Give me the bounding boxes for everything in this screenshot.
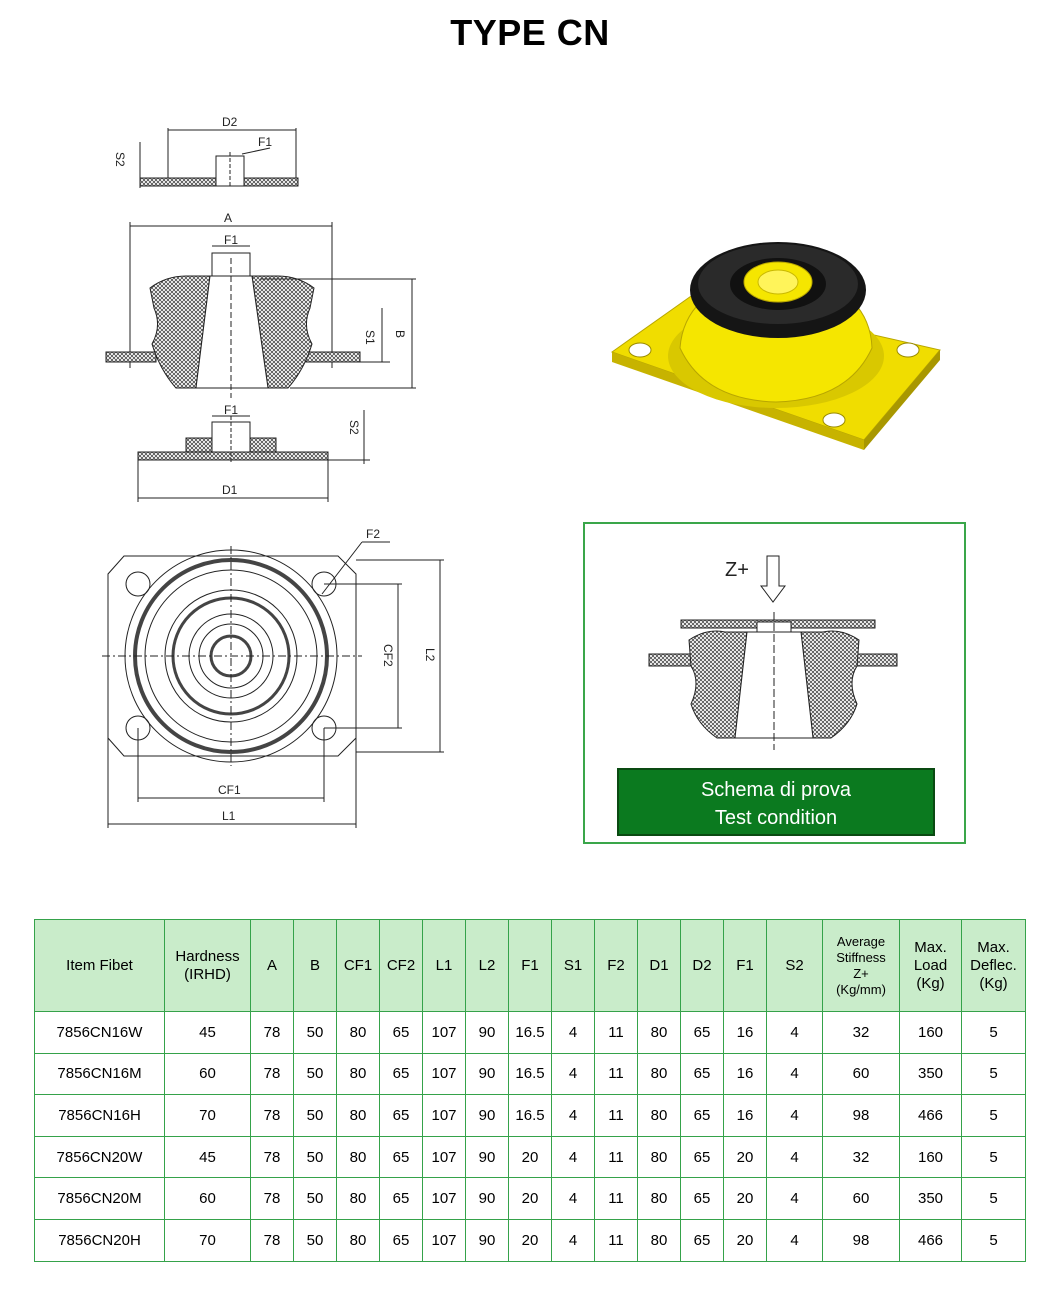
load-arrow-icon bbox=[761, 556, 785, 602]
test-condition-label bbox=[617, 768, 935, 836]
table-cell: 65 bbox=[380, 1136, 423, 1178]
table-cell: 90 bbox=[466, 1095, 509, 1137]
table-cell: 65 bbox=[681, 1053, 724, 1095]
table-cell: 65 bbox=[380, 1095, 423, 1137]
table-row bbox=[35, 1012, 1026, 1054]
table-cell: 45 bbox=[165, 1012, 251, 1054]
table-cell: 60 bbox=[165, 1053, 251, 1095]
label-d1: D1 bbox=[222, 483, 238, 497]
table-cell: 7856CN20M bbox=[35, 1178, 165, 1220]
table-cell: 107 bbox=[423, 1178, 466, 1220]
table-cell: 90 bbox=[466, 1053, 509, 1095]
column-header bbox=[337, 920, 380, 1012]
table-cell: 80 bbox=[337, 1178, 380, 1220]
table-cell: 160 bbox=[900, 1136, 962, 1178]
table-cell: 107 bbox=[423, 1012, 466, 1054]
table-row bbox=[35, 1219, 1026, 1261]
table-cell: 80 bbox=[337, 1095, 380, 1137]
table-cell: 78 bbox=[251, 1095, 294, 1137]
table-cell: 65 bbox=[380, 1219, 423, 1261]
column-header bbox=[380, 920, 423, 1012]
table-cell: 4 bbox=[767, 1219, 823, 1261]
table-cell: 16.5 bbox=[509, 1012, 552, 1054]
table-cell: 20 bbox=[509, 1178, 552, 1220]
column-header-line: L1 bbox=[435, 956, 453, 974]
table-cell: 4 bbox=[552, 1053, 595, 1095]
table-cell: 20 bbox=[509, 1136, 552, 1178]
table-cell: 98 bbox=[823, 1219, 900, 1261]
label-l2: L2 bbox=[423, 648, 437, 662]
table-cell: 80 bbox=[638, 1219, 681, 1261]
table-cell: 4 bbox=[552, 1219, 595, 1261]
column-header-line: Deflec. bbox=[970, 956, 1017, 974]
column-header-line: D1 bbox=[649, 956, 669, 974]
column-header bbox=[681, 920, 724, 1012]
table-cell: 20 bbox=[509, 1219, 552, 1261]
column-header-line: (Kg/mm) bbox=[836, 981, 886, 997]
table-cell: 11 bbox=[595, 1219, 638, 1261]
table-cell: 4 bbox=[552, 1012, 595, 1054]
column-header-line: F1 bbox=[736, 956, 754, 974]
z-plus-label: Z+ bbox=[725, 559, 749, 581]
table-cell: 16.5 bbox=[509, 1095, 552, 1137]
table-cell: 4 bbox=[767, 1053, 823, 1095]
table-cell: 65 bbox=[380, 1012, 423, 1054]
column-header bbox=[900, 920, 962, 1012]
table-cell: 50 bbox=[294, 1136, 337, 1178]
column-header-line: Max. bbox=[977, 938, 1010, 956]
table-cell: 4 bbox=[767, 1178, 823, 1220]
table-cell: 16 bbox=[724, 1053, 767, 1095]
column-header bbox=[552, 920, 595, 1012]
table-cell: 50 bbox=[294, 1178, 337, 1220]
table-cell: 20 bbox=[724, 1219, 767, 1261]
column-header-line: Average bbox=[836, 933, 886, 949]
column-header bbox=[165, 920, 251, 1012]
plan-view-drawing bbox=[100, 526, 450, 832]
table-cell: 350 bbox=[900, 1178, 962, 1220]
spec-table bbox=[34, 919, 1026, 1262]
column-header-line: B bbox=[309, 956, 320, 974]
table-cell: 70 bbox=[165, 1219, 251, 1261]
table-cell: 80 bbox=[638, 1012, 681, 1054]
column-header-line: A bbox=[266, 956, 277, 974]
side-section-drawing bbox=[100, 108, 430, 508]
table-cell: 45 bbox=[165, 1136, 251, 1178]
table-body bbox=[35, 1012, 1026, 1262]
table-cell: 7856CN20W bbox=[35, 1136, 165, 1178]
table-cell: 32 bbox=[823, 1012, 900, 1054]
table-cell: 90 bbox=[466, 1136, 509, 1178]
table-cell: 50 bbox=[294, 1053, 337, 1095]
table-row bbox=[35, 1178, 1026, 1220]
table-cell: 4 bbox=[767, 1012, 823, 1054]
table-cell: 60 bbox=[823, 1178, 900, 1220]
label-f2: F2 bbox=[366, 527, 381, 541]
column-header-line: Stiffness bbox=[836, 949, 886, 965]
table-cell: 65 bbox=[380, 1053, 423, 1095]
column-header bbox=[251, 920, 294, 1012]
table-cell: 65 bbox=[380, 1178, 423, 1220]
label-b: B bbox=[393, 330, 407, 339]
table-cell: 11 bbox=[595, 1178, 638, 1220]
table-cell: 16 bbox=[724, 1095, 767, 1137]
product-render bbox=[608, 232, 944, 456]
column-header-line: (IRHD) bbox=[184, 965, 231, 983]
table-cell: 5 bbox=[962, 1095, 1026, 1137]
table-cell: 107 bbox=[423, 1136, 466, 1178]
table-cell: 80 bbox=[337, 1012, 380, 1054]
column-header-line: Max. bbox=[914, 938, 947, 956]
table-cell: 65 bbox=[681, 1012, 724, 1054]
label-cf2: CF2 bbox=[381, 644, 395, 667]
column-header bbox=[423, 920, 466, 1012]
table-cell: 50 bbox=[294, 1219, 337, 1261]
table-cell: 5 bbox=[962, 1053, 1026, 1095]
table-cell: 50 bbox=[294, 1095, 337, 1137]
table-cell: 16 bbox=[724, 1012, 767, 1054]
column-header-line: S2 bbox=[785, 956, 804, 974]
table-cell: 350 bbox=[900, 1053, 962, 1095]
table-cell: 466 bbox=[900, 1095, 962, 1137]
table-cell: 80 bbox=[337, 1136, 380, 1178]
table-cell: 11 bbox=[595, 1136, 638, 1178]
column-header bbox=[466, 920, 509, 1012]
column-header bbox=[962, 920, 1026, 1012]
table-cell: 70 bbox=[165, 1095, 251, 1137]
column-header-line: CF1 bbox=[343, 956, 373, 974]
table-cell: 466 bbox=[900, 1219, 962, 1261]
table-cell: 11 bbox=[595, 1053, 638, 1095]
column-header-line: L2 bbox=[478, 956, 496, 974]
table-row bbox=[35, 1053, 1026, 1095]
column-header-line: CF2 bbox=[386, 956, 416, 974]
table-cell: 20 bbox=[724, 1136, 767, 1178]
table-cell: 4 bbox=[767, 1095, 823, 1137]
table-cell: 11 bbox=[595, 1012, 638, 1054]
table-cell: 20 bbox=[724, 1178, 767, 1220]
table-cell: 78 bbox=[251, 1219, 294, 1261]
table-cell: 7856CN16W bbox=[35, 1012, 165, 1054]
table-cell: 5 bbox=[962, 1178, 1026, 1220]
label-f1-bottom: F1 bbox=[224, 403, 239, 417]
table-cell: 4 bbox=[552, 1136, 595, 1178]
table-row bbox=[35, 1136, 1026, 1178]
column-header-line: Load bbox=[913, 956, 948, 974]
column-header-line: F1 bbox=[521, 956, 539, 974]
table-cell: 7856CN16H bbox=[35, 1095, 165, 1137]
label-d2: D2 bbox=[222, 115, 238, 129]
label-f1-top: F1 bbox=[258, 135, 273, 149]
table-cell: 78 bbox=[251, 1012, 294, 1054]
table-cell: 5 bbox=[962, 1012, 1026, 1054]
table-cell: 50 bbox=[294, 1012, 337, 1054]
column-header-line: F2 bbox=[607, 956, 625, 974]
table-cell: 80 bbox=[337, 1219, 380, 1261]
test-condition-panel bbox=[583, 522, 966, 844]
label-cf1: CF1 bbox=[218, 783, 241, 797]
column-header-line: Z+ bbox=[853, 965, 869, 981]
column-header bbox=[638, 920, 681, 1012]
label-s2-bottom: S2 bbox=[347, 420, 361, 435]
table-cell: 80 bbox=[337, 1053, 380, 1095]
table-cell: 4 bbox=[552, 1095, 595, 1137]
column-header bbox=[823, 920, 900, 1012]
column-header bbox=[767, 920, 823, 1012]
table-cell: 90 bbox=[466, 1012, 509, 1054]
table-cell: 78 bbox=[251, 1053, 294, 1095]
table-cell: 4 bbox=[767, 1136, 823, 1178]
table-cell: 5 bbox=[962, 1136, 1026, 1178]
table-cell: 65 bbox=[681, 1219, 724, 1261]
table-cell: 5 bbox=[962, 1219, 1026, 1261]
table-cell: 80 bbox=[638, 1095, 681, 1137]
column-header-line: D2 bbox=[692, 956, 712, 974]
table-cell: 90 bbox=[466, 1178, 509, 1220]
table-cell: 32 bbox=[823, 1136, 900, 1178]
column-header-line: (Kg) bbox=[916, 974, 945, 992]
table-cell: 80 bbox=[638, 1136, 681, 1178]
table-cell: 107 bbox=[423, 1053, 466, 1095]
label-s1: S1 bbox=[363, 330, 377, 345]
table-cell: 80 bbox=[638, 1053, 681, 1095]
table-cell: 4 bbox=[552, 1178, 595, 1220]
label-l1: L1 bbox=[222, 809, 236, 823]
table-cell: 78 bbox=[251, 1178, 294, 1220]
table-header-row bbox=[35, 920, 1026, 1012]
column-header bbox=[724, 920, 767, 1012]
column-header bbox=[595, 920, 638, 1012]
column-header bbox=[35, 920, 165, 1012]
table-cell: 65 bbox=[681, 1178, 724, 1220]
table-cell: 107 bbox=[423, 1219, 466, 1261]
test-label-en: Test condition bbox=[714, 807, 838, 829]
table-cell: 107 bbox=[423, 1095, 466, 1137]
column-header-line: Item Fibet bbox=[66, 956, 133, 974]
column-header bbox=[294, 920, 337, 1012]
table-row bbox=[35, 1095, 1026, 1137]
table-cell: 16.5 bbox=[509, 1053, 552, 1095]
table-cell: 65 bbox=[681, 1095, 724, 1137]
column-header-line: Hardness bbox=[175, 947, 240, 965]
table-cell: 7856CN16M bbox=[35, 1053, 165, 1095]
column-header-line: (Kg) bbox=[979, 974, 1008, 992]
table-cell: 7856CN20H bbox=[35, 1219, 165, 1261]
label-s2-top: S2 bbox=[113, 152, 127, 167]
table-cell: 160 bbox=[900, 1012, 962, 1054]
page-title: TYPE CN bbox=[450, 12, 610, 53]
table-cell: 60 bbox=[823, 1053, 900, 1095]
test-label-it: Schema di prova bbox=[700, 779, 852, 801]
label-f1-mid: F1 bbox=[224, 233, 239, 247]
label-a: A bbox=[224, 211, 233, 225]
table-cell: 98 bbox=[823, 1095, 900, 1137]
column-header-line: S1 bbox=[563, 956, 583, 974]
table-cell: 78 bbox=[251, 1136, 294, 1178]
test-condition-drawing bbox=[585, 524, 964, 764]
table-cell: 80 bbox=[638, 1178, 681, 1220]
table-cell: 60 bbox=[165, 1178, 251, 1220]
table-cell: 65 bbox=[681, 1136, 724, 1178]
table-cell: 11 bbox=[595, 1095, 638, 1137]
table-cell: 90 bbox=[466, 1219, 509, 1261]
column-header bbox=[509, 920, 552, 1012]
